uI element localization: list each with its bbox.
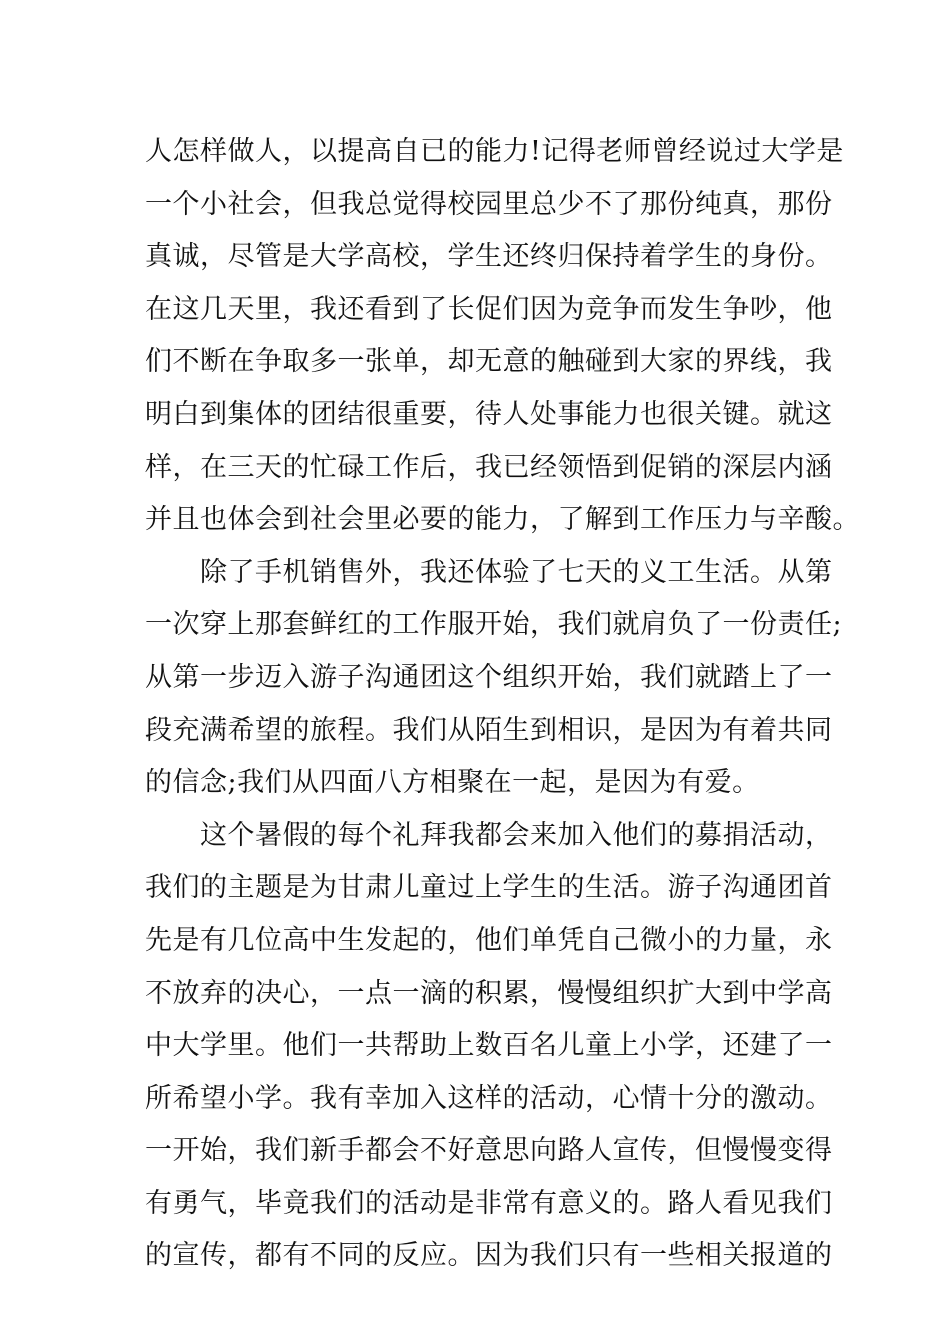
text-line: 在这几天里，我还看到了长促们因为竞争而发生争吵，他 <box>145 293 833 325</box>
text-line: 段充满希望的旅程。我们从陌生到相识，是因为有着共同 <box>145 714 833 746</box>
text-line: 先是有几位高中生发起的，他们单凭自己微小的力量，永 <box>145 924 833 956</box>
text-line: 的宣传，都有不同的反应。因为我们只有一些相关报道的 <box>145 1240 833 1272</box>
text-line: 一个小社会，但我总觉得校园里总少不了那份纯真，那份 <box>145 188 833 220</box>
text-line: 的信念;我们从四面八方相聚在一起，是因为有爱。 <box>145 767 760 799</box>
text-line: 一次穿上那套鲜红的工作服开始，我们就肩负了一份责任; <box>145 609 843 641</box>
text-line: 我们的主题是为甘肃儿童过上学生的生活。游子沟通团首 <box>145 872 833 904</box>
text-line: 不放弃的决心，一点一滴的积累，慢慢组织扩大到中学高 <box>145 977 833 1009</box>
paragraph-first-line: 这个暑假的每个礼拜我都会来加入他们的募捐活动， <box>200 819 833 851</box>
text-line: 中大学里。他们一共帮助上数百名儿童上小学，还建了一 <box>145 1030 833 1062</box>
text-line: 明白到集体的团结很重要，待人处事能力也很关键。就这 <box>145 398 833 430</box>
text-line: 从第一步迈入游子沟通团这个组织开始，我们就踏上了一 <box>145 661 833 693</box>
text-line: 真诚，尽管是大学高校，学生还终归保持着学生的身份。 <box>145 241 833 273</box>
text-line: 人怎样做人，以提高自已的能力!记得老师曾经说过大学是 <box>145 136 844 167</box>
paragraph-first-line: 除了手机销售外，我还体验了七天的义工生活。从第 <box>200 556 833 588</box>
text-line: 一开始，我们新手都会不好意思向路人宣传，但慢慢变得 <box>145 1135 833 1167</box>
text-line: 所希望小学。我有幸加入这样的活动，心情十分的激动。 <box>145 1082 833 1114</box>
text-line: 有勇气，毕竟我们的活动是非常有意义的。路人看见我们 <box>145 1187 833 1219</box>
text-line: 样，在三天的忙碌工作后，我已经领悟到促销的深层内涵 <box>145 451 833 483</box>
body-text <box>145 126 860 1283</box>
text-line: 并且也体会到社会里必要的能力，了解到工作压力与辛酸。 <box>145 504 860 536</box>
text-line: 们不断在争取多一张单，却无意的触碰到大家的界线，我 <box>145 346 833 378</box>
